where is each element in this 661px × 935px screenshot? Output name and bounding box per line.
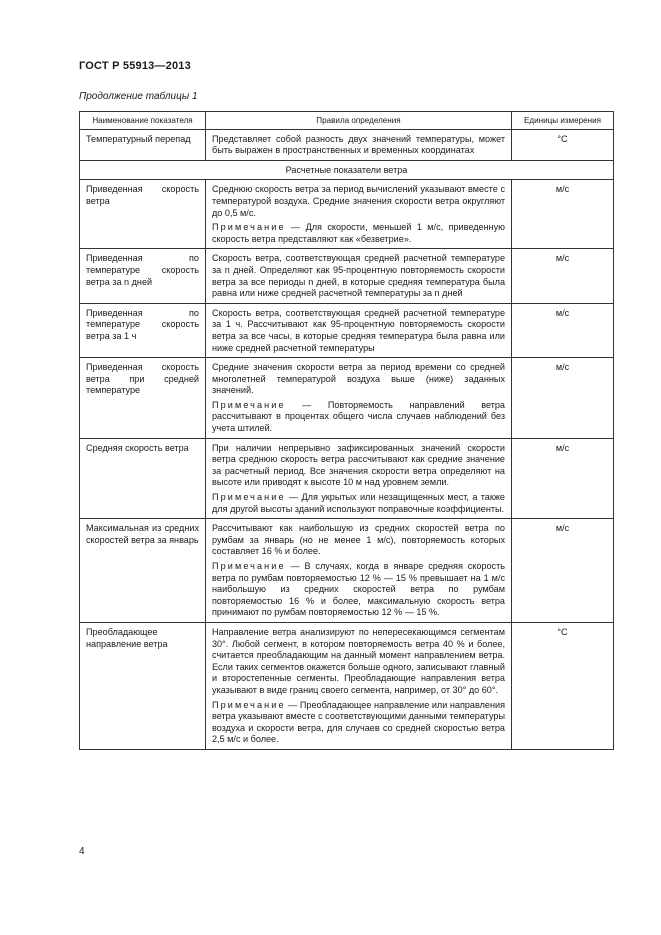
rule-text: Скорость ветра, соответствующая средней расчетной температуре за n дней. Определяют как 95-процентную повторяемость скорости ветра за все периоды n дней, в которые средняя температура была равна или ниже средней расчетной температуры за n дней [212, 253, 505, 299]
header-rules: Правила определения [206, 112, 512, 130]
row-name: Приведенная скорость ветра [80, 180, 206, 249]
row-rule [206, 249, 512, 303]
indicators-table [79, 111, 614, 750]
document-code: ГОСТ Р 55913—2013 [79, 60, 191, 72]
table-row [80, 249, 614, 303]
note-label: Примечание [212, 561, 286, 571]
rule-text: Среднюю скорость ветра за период вычислений указывают вместе с температурой воздуха. Средние значения скорости ветра округляют до 0,5 м/с. [212, 184, 505, 218]
row-unit: м/с [512, 519, 614, 623]
row-rule [206, 438, 512, 519]
note-body: — Для укрытых или незащищенных мест, а также для другой высоты зданий используют поправочные коэффициенты. [212, 492, 505, 514]
rule-text: При наличии непрерывно зафиксированных значений скорости ветра среднюю скорость ветра рассчитывают как средние значение за расчетный период. Все значения скорости ветра определяют на высоте или приводят к высоте 10 м над уровнем земли. [212, 442, 505, 488]
note-label: Примечание [212, 399, 286, 410]
table-row [80, 358, 614, 439]
table-row [80, 129, 614, 160]
rule-text: Скорость ветра, соответствующая средней расчетной температуре за 1 ч. Рассчитывают как 95-процентную повторяемость скорости ветра за все часы, в которые средняя температура была равна или ниже средней расчетной температуры [212, 307, 505, 353]
rule-text: Направление ветра анализируют по непересекающимся сегментам 30°. Любой сегмент, в котором повторяемость ветра 40 % и более, считается преобладающим на данный момент направлением ветра. Если таких сегментов окажется больше одного, записывают главный и второстепенные сегменты. Преобладающие направления ветра указывают в виде границ своего сегмента, например, от 30° до 60°. [212, 626, 505, 695]
header-indicator-name: Наименование показателя [80, 112, 206, 130]
note-label: Примечание [212, 492, 286, 503]
row-unit: м/с [512, 358, 614, 439]
row-temperature-difference-name: Температурный перепад [80, 129, 206, 160]
header-units: Единицы измерения [512, 112, 614, 130]
note-body: — В случаях, когда в январе средняя скорость ветра по румбам повторяемостью 12 % — 15 % превышает на 1 м/с наибольшую из средних скоростей ветра по румбам повторяемостью 16 % и более, максимальную скорость ветра принимают по румбам повторяемостью 12 % — 15 %. [212, 561, 505, 618]
row-name: Приведенная по температуре скорость ветра за 1 ч [80, 303, 206, 357]
table-row [80, 180, 614, 249]
note-text [212, 561, 505, 619]
section-title: Расчетные показатели ветра [80, 160, 614, 180]
table-caption: Продолжение таблицы 1 [79, 91, 198, 102]
row-name: Преобладающее направление ветра [80, 622, 206, 749]
note-text [212, 700, 505, 746]
note-body: — Для скорости, меньшей 1 м/с, приведенную скорость ветра представляют как «безветрие». [212, 222, 505, 244]
table-row [80, 303, 614, 357]
row-unit: м/с [512, 438, 614, 519]
rule-text: Представляет собой разность двух значений температуры, может быть выражен в пространственных и временных координатах [212, 133, 505, 156]
note-body: — Преобладающее направление или направления ветра указывают вместе с соответствующими данными температуры воздуха и скорости ветра, для случаев со средней скоростью ветра 2,5 м/с и более. [212, 699, 505, 745]
table-row [80, 438, 614, 519]
row-unit: м/с [512, 303, 614, 357]
note-label: Примечание [212, 699, 286, 710]
table-row [80, 519, 614, 623]
note-body: — Повторяемость направлений ветра рассчитывают в процентах общего числа случаев наблюдений без учета штилей. [212, 399, 505, 434]
rule-text: Рассчитывают как наибольшую из средних скоростей ветра по румбам за январь (но не менее 1 м/с), повторяемость которых составляет 16 % и более. [212, 523, 505, 557]
row-name: Приведенная по температуре скорость ветра за n дней [80, 249, 206, 303]
row-temperature-difference-rule [206, 129, 512, 160]
row-rule [206, 358, 512, 439]
table-row [80, 622, 614, 749]
note-text [212, 222, 505, 245]
row-unit: °С [512, 622, 614, 749]
row-rule [206, 303, 512, 357]
row-name: Приведенная скорость ветра при средней температуре [80, 358, 206, 439]
row-rule [206, 180, 512, 249]
row-unit: м/с [512, 180, 614, 249]
row-name: Максимальная из средних скоростей ветра за январь [80, 519, 206, 623]
note-text [212, 400, 505, 435]
note-label: Примечание [212, 222, 286, 233]
rule-text: Средние значения скорости ветра за период времени со средней многолетней температурой воздуха выше (ниже) заданных значений. [212, 362, 505, 396]
row-unit: м/с [512, 249, 614, 303]
row-rule [206, 622, 512, 749]
note-text [212, 492, 505, 515]
table-header-row [80, 112, 614, 130]
row-temperature-difference-unit: °С [512, 129, 614, 160]
page-number: 4 [79, 846, 85, 857]
section-row [80, 160, 614, 180]
row-rule [206, 519, 512, 623]
row-name: Средняя скорость ветра [80, 438, 206, 519]
